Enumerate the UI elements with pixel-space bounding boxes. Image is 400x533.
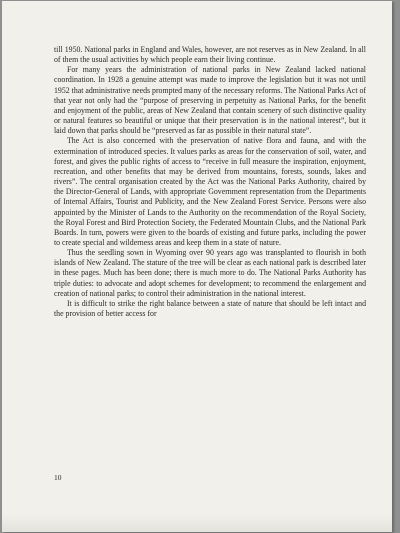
book-page bbox=[2, 1, 392, 532]
paragraph-administration: For many years the administration of national parks in New Zealand lacked national coordination. In 1928 a genuine attempt was made to improve the legislation but it was not until 1952 that administrative needs prompted many of the necessary reforms. The National Parks Act of that year not only had the “purpose of preserving in perpetuity as National Parks, for the benefit and enjoyment of the public, areas of New Zealand that contain scenery of such distinctive quality or natural features so beautiful or unique that their preservation is in the national interest”, but it laid down that parks should be “preserved as far as possible in their natural state”. bbox=[54, 65, 366, 136]
paragraph-continued: till 1950. National parks in England and Wales, however, are not reserves as in New Zealand. In all of them the usual activities by which people earn their living continue. bbox=[54, 45, 366, 65]
paragraph-act: The Act is also concerned with the preservation of native flora and fauna, and with the extermination of introduced species. It values parks as areas for the conservation of soil, water, and forest, and gives the public rights of access to “receive in full measure the inspiration, enjoyment, recreation, and other benefits that may be derived from mountains, forests, sounds, lakes and rivers”. The central organisation created by the Act was the National Parks Authority, chaired by the Director-General of Lands, with appropriate Government representation from the Departments of Internal Affairs, Tourist and Publicity, and the New Zealand Forest Service. Persons were also appointed by the Minister of Lands to the Authority on the recommendation of the Royal Society, the Royal Forest and Bird Protection Society, the Federated Mountain Clubs, and the National Park Boards. In turn, powers were given to the boards of existing and future parks, including the power to create special and wilderness areas and keep them in a state of nature. bbox=[54, 136, 366, 247]
paragraph-balance: It is difficult to strike the right balance between a state of nature that should be left intact and the provision of better access for bbox=[54, 298, 366, 319]
paragraph-seedling: Thus the seedling sown in Wyoming over 90 years ago was transplanted to flourish in both islands of New Zealand. The stature of the tree will be clear as each national park is described later in these pages. Much has been done; there is much more to do. The National Parks Authority has triple duties: to advocate and adopt schemes for development; to recommend the enlargement and creation of national parks; to control their administration in the national interest. bbox=[54, 248, 366, 298]
body-text bbox=[54, 45, 366, 319]
page-number: 10 bbox=[54, 473, 62, 482]
